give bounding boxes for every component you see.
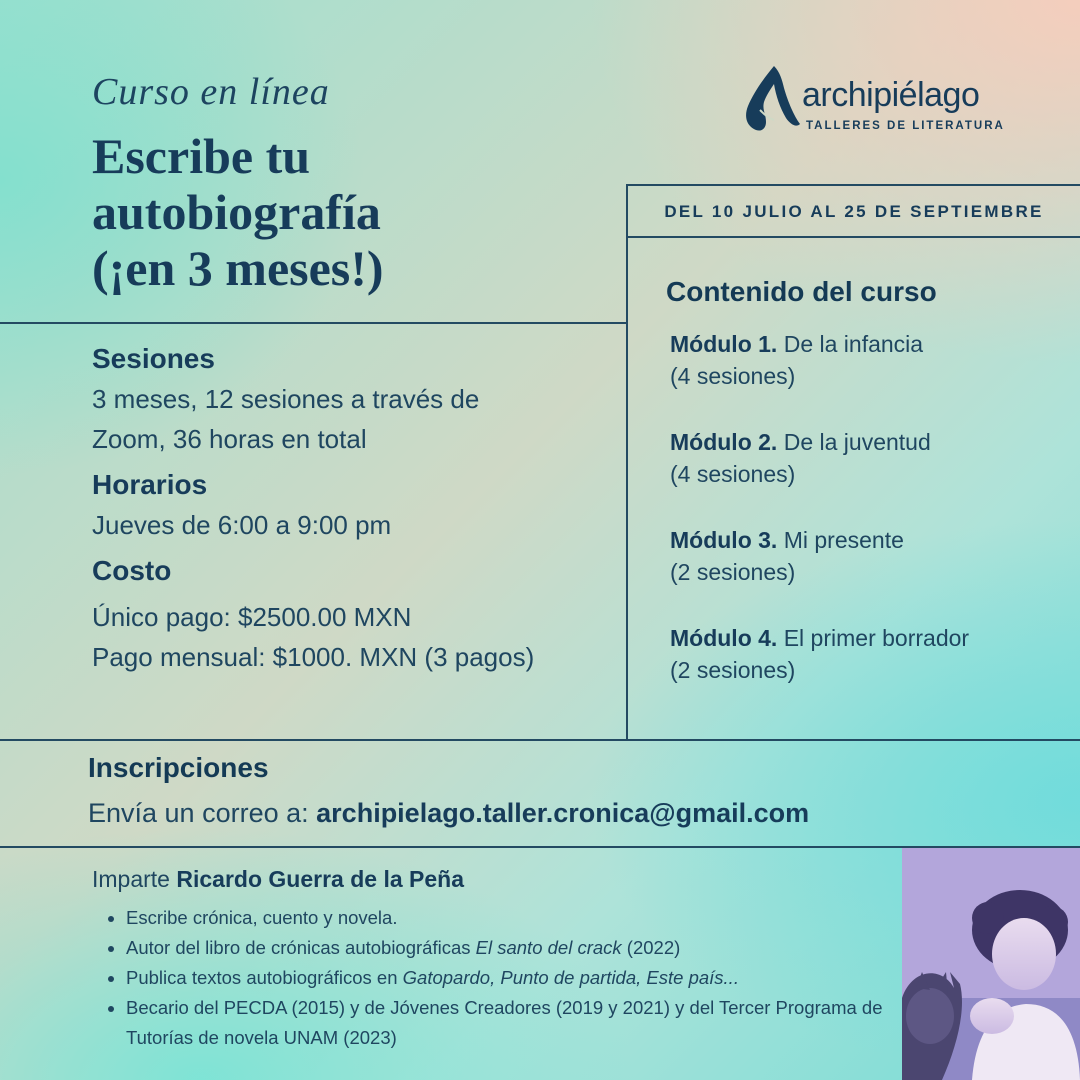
module-item (670, 524, 1066, 588)
enrollment-prefix: Envía un correo a: (88, 798, 309, 828)
cost-heading: Costo (92, 555, 172, 586)
bio-text: Becario del PECDA (2015) y de Jóvenes Creadores (2019 y 2021) y del Tercer Programa de Tutorías de novela UNAM (2023) (126, 997, 883, 1048)
module-item (670, 328, 1066, 392)
module-name: De la juventud (783, 429, 931, 455)
course-dates: DEL 10 JULIO AL 25 DE SEPTIEMBRE (664, 202, 1044, 221)
portrait-illustration (902, 848, 1080, 1080)
course-content (666, 276, 1066, 720)
cost-line: Pago mensual: $1000. MXN (3 pagos) (92, 642, 535, 672)
bio-item (126, 933, 892, 963)
schedule-text: Jueves de 6:00 a 9:00 pm (92, 510, 392, 540)
module-item (670, 622, 1066, 686)
divider-right-column (626, 184, 628, 740)
cost-text (92, 597, 612, 677)
logo-tagline: TALLERES DE LITERATURA (806, 120, 1005, 132)
sessions-heading: Sesiones (92, 343, 215, 374)
divider-dates-bottom (626, 236, 1080, 238)
module-sessions: (4 sesiones) (670, 363, 796, 389)
module-label: Módulo 1. (670, 331, 778, 357)
module-sessions: (2 sesiones) (670, 559, 796, 585)
bio-item (126, 993, 886, 1053)
course-info (92, 343, 612, 687)
hand-logo-icon (740, 62, 802, 134)
content-heading: Contenido del curso (666, 276, 937, 307)
divider-info-bottom (0, 739, 1080, 741)
bio-item (126, 963, 892, 993)
logo-name: archipiélago (802, 76, 980, 114)
enrollment-email-link[interactable]: archipielago.taller.cronica@gmail.com (316, 798, 810, 828)
module-label: Módulo 2. (670, 429, 778, 455)
sessions-text (92, 379, 612, 459)
title-line: Escribe tu (92, 128, 311, 184)
enrollment-heading: Inscripciones (88, 752, 269, 783)
cost-line: Único pago: $2500.00 MXN (92, 602, 412, 632)
module-name: De la infancia (783, 331, 924, 357)
module-label: Módulo 3. (670, 527, 778, 553)
module-name: El primer borrador (783, 625, 970, 651)
schedule-heading: Horarios (92, 469, 208, 500)
archipielago-logo (740, 62, 1040, 142)
course-type: Curso en línea (92, 71, 330, 113)
page-title (92, 128, 612, 296)
enrollment-line (88, 798, 809, 829)
enrollment-section (88, 752, 809, 829)
teacher-line (92, 866, 892, 893)
divider-title-bottom (0, 322, 628, 324)
module-label: Módulo 4. (670, 625, 778, 651)
teacher-prefix: Imparte (92, 866, 170, 892)
divider-dates-top (626, 184, 1080, 186)
module-item (670, 426, 1066, 490)
bio-italic: Gatopardo, Punto de partida, Este país... (402, 967, 739, 988)
title-line: (¡en 3 meses!) (92, 240, 384, 296)
bio-item (126, 903, 892, 933)
sessions-text-line: Zoom, 36 horas en total (92, 424, 367, 454)
teacher-name: Ricardo Guerra de la Peña (176, 866, 464, 892)
teacher-photo (902, 848, 1080, 1080)
bio-text: Escribe crónica, cuento y novela. (126, 907, 398, 928)
bio-text: Publica textos autobiográficos en (126, 967, 403, 988)
title-line: autobiografía (92, 184, 381, 240)
module-sessions: (4 sesiones) (670, 461, 796, 487)
bio-text-after: (2022) (621, 937, 681, 958)
teacher-bio-list (92, 903, 892, 1053)
teacher-section (92, 866, 892, 1053)
sessions-text-line: 3 meses, 12 sesiones a través de (92, 384, 480, 414)
module-sessions: (2 sesiones) (670, 657, 796, 683)
bio-italic: El santo del crack (475, 937, 622, 958)
bio-text: Autor del libro de crónicas autobiográficas (126, 937, 476, 958)
module-name: Mi presente (783, 527, 904, 553)
